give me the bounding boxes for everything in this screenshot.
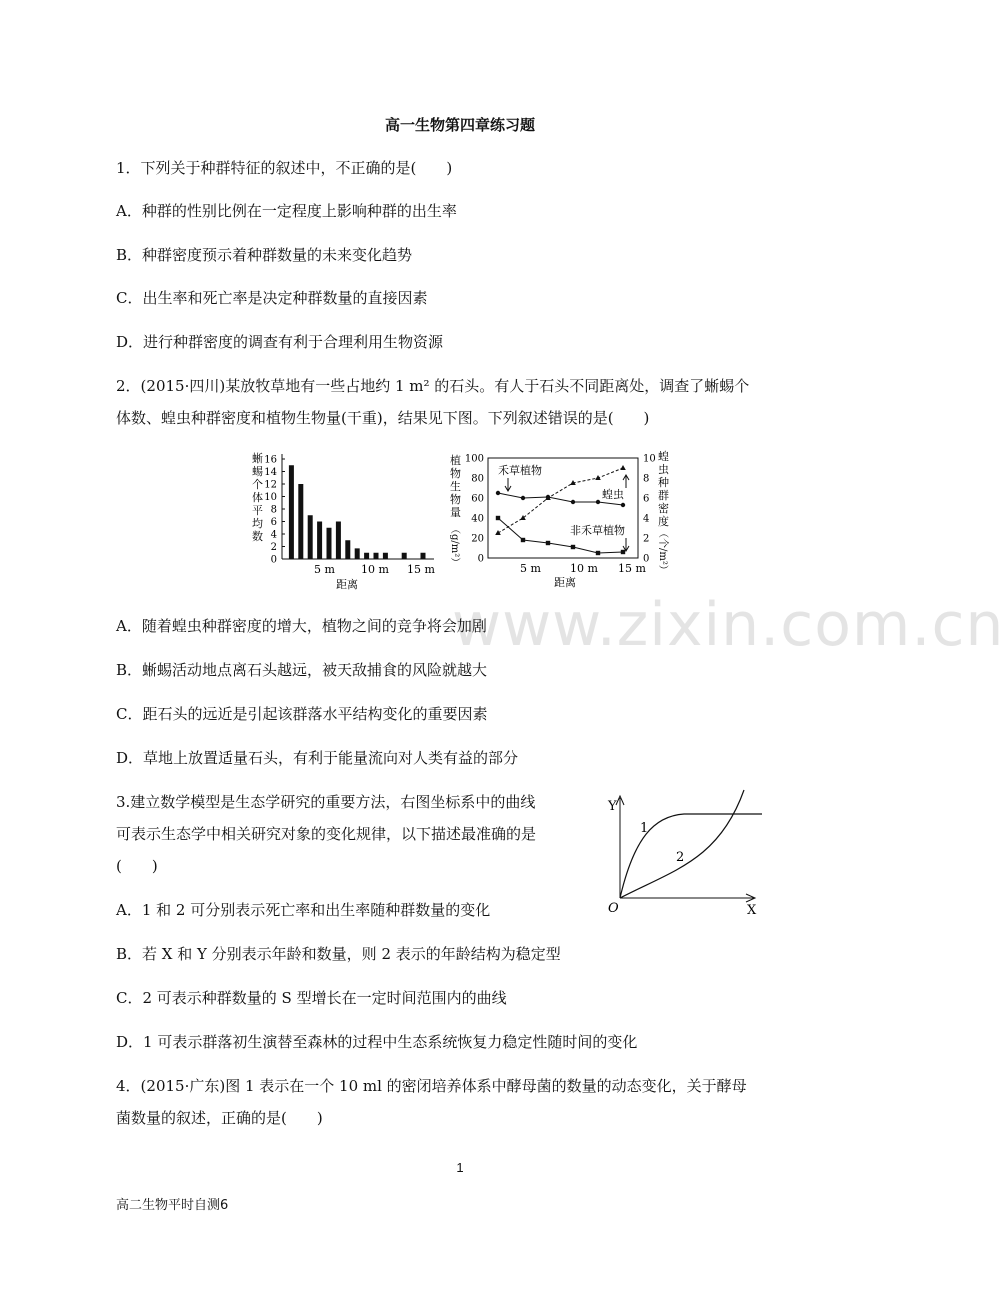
svg-text:种: 种: [658, 476, 669, 489]
bar-chart-ytick: 0: [270, 554, 277, 566]
page-number: 1: [456, 1160, 464, 1175]
line-chart-right-ytick: 4: [643, 513, 650, 525]
data-point: [496, 491, 500, 495]
line-chart-left-ytick: 80: [471, 473, 484, 485]
line-chart-right-ytick: 2: [643, 533, 650, 545]
question-3-stem-line-1: 3.建立数学模型是生态学研究的重要方法，右图坐标系中的曲线: [116, 793, 536, 811]
svg-text:虫: 虫: [658, 463, 669, 476]
curve-origin-label: O: [608, 901, 619, 916]
svg-text:蝗: 蝗: [658, 450, 669, 463]
bar: [402, 553, 407, 559]
question-2-option-a: A．随着蝗虫种群密度的增大，植物之间的竞争将会加剧: [116, 617, 487, 635]
question-2-stem-line-1: 2．(2015·四川)某放牧草地有一些占地约 1 m² 的石头。有人于石头不同距离处，调查了蜥蜴个: [116, 377, 750, 395]
question-3-stem-line-3: ( ): [116, 857, 158, 875]
svg-text:生: 生: [450, 480, 461, 493]
question-3-stem-line-2: 可表示生态学中相关研究对象的变化规律，以下描述最准确的是: [116, 825, 537, 843]
bar: [421, 553, 426, 559]
data-point: [571, 545, 575, 549]
ylabel-char: 平: [252, 504, 263, 517]
question-3-option-b: B．若 X 和 Y 分别表示年龄和数量，则 2 表示的年龄结构为稳定型: [116, 945, 561, 963]
question-4-stem-line-1: 4．(2015·广东)图 1 表示在一个 10 ml 的密闭培养体系中酵母菌的数量的动态变化，关于酵母: [116, 1077, 747, 1095]
data-point: [621, 550, 625, 554]
ylabel-char: 个: [252, 478, 263, 491]
bar: [383, 553, 388, 559]
line-chart-right-ytick: 10: [643, 453, 656, 465]
page-title: 高一生物第四章练习题: [384, 116, 535, 134]
data-point: [521, 538, 525, 542]
curve-2-label: 2: [676, 850, 685, 865]
question-1-stem: 1．下列关于种群特征的叙述中，不正确的是( ): [116, 159, 453, 177]
ylabel-char: 均: [252, 517, 263, 530]
line-chart-xlabel: 距离: [554, 576, 576, 589]
watermark: www.zixin.com.cn: [452, 590, 1004, 660]
label-nongrass: 非禾草植物: [570, 524, 625, 537]
question-3-option-a: A．1 和 2 可分别表示死亡率和出生率随种群数量的变化: [116, 901, 491, 919]
question-3-option-d: D．1 可表示群落初生演替至森林的过程中生态系统恢复力稳定性随时间的变化: [116, 1033, 638, 1051]
bar: [355, 548, 360, 559]
ylabel-char: 数: [252, 530, 263, 543]
bar-chart-ytick: 4: [270, 529, 277, 541]
line-chart-xtick: 15 m: [618, 562, 646, 575]
question-3-option-c: C．2 可表示种群数量的 S 型增长在一定时间范围内的曲线: [116, 989, 507, 1007]
line-chart-right-yticks: [643, 454, 656, 565]
data-point: [520, 515, 526, 520]
bar: [317, 522, 322, 560]
svg-text:（g/m²）: （g/m²）: [449, 524, 460, 568]
question-1-option-a: A．种群的性别比例在一定程度上影响种群的出生率: [116, 202, 457, 220]
line-chart-left-ytick: 100: [464, 453, 484, 465]
line-chart-xtick: 5 m: [520, 562, 541, 575]
line-chart-left-ytick: 40: [471, 513, 484, 525]
svg-text:度: 度: [658, 515, 669, 528]
footer-text: 高二生物平时自测6: [116, 1198, 229, 1213]
bar-chart-ytick: 14: [264, 467, 277, 478]
line-chart-xtick: 10 m: [570, 562, 598, 575]
svg-text:植: 植: [450, 454, 461, 467]
question-2-option-c: C．距石头的远近是引起该群落水平结构变化的重要因素: [116, 705, 488, 723]
question-2-option-d: D．草地上放置适量石头，有利于能量流向对人类有益的部分: [116, 749, 519, 767]
line-chart-right-ylabel: [657, 449, 670, 575]
line-chart-right-ytick: 6: [643, 493, 650, 505]
bar-chart-xtick: 10 m: [361, 563, 389, 576]
svg-text:密: 密: [658, 502, 669, 515]
bar-chart-xlabel: 距离: [336, 578, 358, 591]
line-chart-left-ytick: 60: [471, 493, 484, 505]
data-point: [496, 516, 500, 520]
bar: [308, 515, 313, 559]
label-grass: 禾草植物: [498, 464, 542, 477]
question-4-stem-line-2: 菌数量的叙述，正确的是( ): [116, 1109, 323, 1127]
bar-chart-xtick: 5 m: [314, 563, 335, 576]
svg-text:（个/m²）: （个/m²）: [657, 528, 668, 575]
svg-text:群: 群: [658, 489, 669, 502]
bar: [289, 465, 294, 559]
line-chart-left-ylabel: [449, 453, 461, 567]
question-1-option-d: D．进行种群密度的调查有利于合理利用生物资源: [116, 333, 444, 351]
question-2-stem-line-2: 体数、蝗虫种群密度和植物生物量(干重)，结果见下图。下列叙述错误的是( ): [116, 409, 650, 427]
bar-chart-ytick: 16: [264, 454, 277, 466]
line-chart-left-yticks: [465, 454, 484, 565]
curve-y-axis-label: Y: [608, 799, 617, 814]
ylabel-char: 体: [252, 491, 263, 504]
data-point: [620, 465, 626, 470]
bar: [336, 522, 341, 560]
data-point: [596, 500, 600, 504]
curve-x-axis-label: X: [747, 903, 757, 918]
bar: [327, 528, 332, 559]
data-point: [596, 551, 600, 555]
question-1-option-b: B．种群密度预示着种群数量的未来变化趋势: [116, 246, 413, 264]
data-point: [571, 500, 575, 504]
bar: [345, 540, 350, 559]
line-chart-right-ytick: 8: [643, 473, 650, 485]
ylabel-char: 蜥: [252, 452, 263, 465]
question-1-option-c: C．出生率和死亡率是决定种群数量的直接因素: [116, 289, 428, 307]
bar: [298, 484, 303, 559]
curve-2: [620, 790, 744, 898]
svg-text:物: 物: [450, 467, 461, 480]
ylabel-char: 蜴: [252, 465, 263, 478]
line-chart-left-ytick: 20: [471, 533, 484, 545]
plant-locust-line-chart: [446, 446, 678, 598]
svg-text:量: 量: [450, 506, 461, 519]
bar-chart-bars: [289, 465, 426, 559]
bar-chart-ytick: 12: [264, 479, 277, 491]
curve-1-label: 1: [640, 821, 649, 836]
bar-chart-ytick: 2: [270, 542, 277, 553]
data-point: [546, 541, 550, 545]
bar-chart-ytick: 10: [264, 492, 277, 503]
line-chart-series: [495, 465, 626, 555]
question-2-option-b: B．蜥蜴活动地点离石头越远，被天敌捕食的风险就越大: [116, 661, 488, 679]
line-chart-left-ytick: 0: [477, 553, 484, 565]
bar-chart-ylabel: [252, 451, 263, 543]
label-locust: 蝗虫: [602, 488, 624, 501]
bar-chart-ytick: 6: [270, 517, 277, 528]
growth-curve-chart: [604, 788, 774, 920]
lizard-bar-chart: [244, 448, 444, 598]
bar: [374, 553, 379, 559]
line-chart-right-ytick: 0: [643, 553, 650, 565]
data-point: [621, 503, 625, 507]
bar-chart-ytick: 8: [270, 504, 277, 516]
svg-text:物: 物: [450, 493, 461, 506]
data-point: [495, 530, 501, 535]
data-point: [521, 496, 525, 500]
bar: [364, 553, 369, 559]
bar-chart-xtick: 15 m: [407, 563, 435, 576]
